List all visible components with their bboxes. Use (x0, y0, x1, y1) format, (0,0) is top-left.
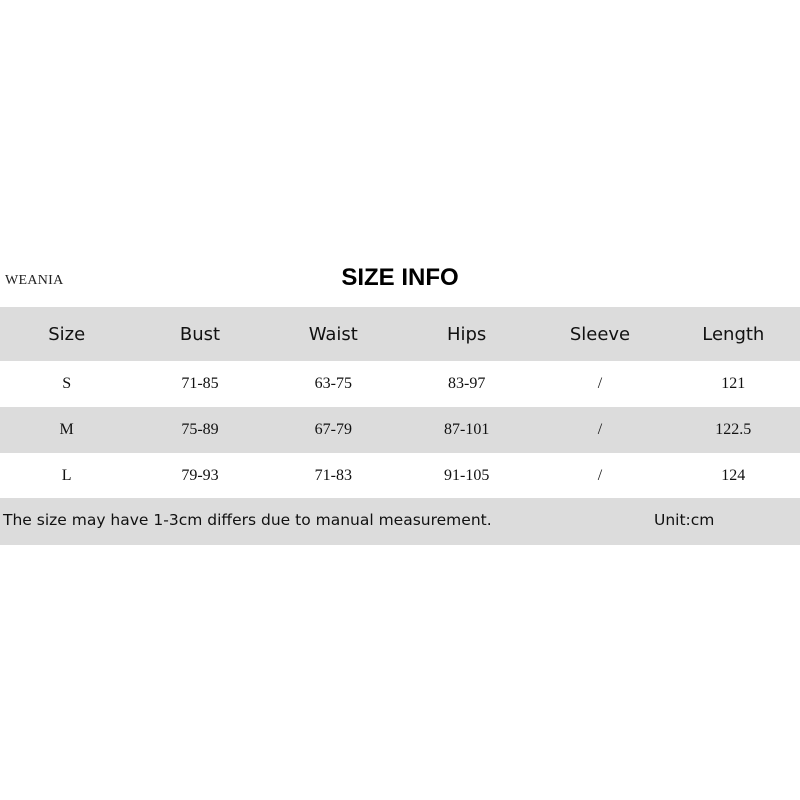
column-header-waist: Waist (308, 323, 358, 345)
table-row (0, 407, 800, 453)
column-header-hips: Hips (446, 323, 487, 345)
column-header-sleeve: Sleeve (569, 323, 631, 345)
cell-bust: 71-85 (181, 375, 219, 392)
cell-bust: 75-89 (181, 421, 219, 438)
cell-waist: 63-75 (314, 375, 352, 392)
page-title: SIZE INFO (341, 264, 459, 291)
table-header (0, 307, 800, 361)
table-row (0, 453, 800, 499)
measurement-note: The size may have 1-3cm differs due to manual measurement. (3, 511, 492, 529)
cell-hips: 91-105 (443, 467, 490, 484)
brand-logo: WEANIA (5, 273, 64, 288)
cell-size: L (61, 467, 72, 484)
cell-sleeve: / (597, 421, 603, 438)
column-header-length: Length (702, 323, 765, 345)
cell-hips: 87-101 (443, 421, 490, 438)
size-table (0, 307, 800, 499)
cell-sleeve: / (597, 375, 603, 392)
cell-length: 122.5 (715, 421, 752, 438)
cell-length: 121 (721, 375, 746, 392)
cell-size: M (59, 421, 74, 438)
footnote-bar (0, 498, 800, 545)
cell-bust: 79-93 (181, 467, 219, 484)
unit-label: Unit:cm (654, 511, 715, 529)
cell-sleeve: / (597, 467, 603, 484)
column-header-size: Size (48, 323, 86, 345)
cell-waist: 71-83 (314, 467, 352, 484)
cell-hips: 83-97 (447, 375, 486, 392)
cell-size: S (62, 375, 72, 392)
cell-waist: 67-79 (314, 421, 352, 438)
column-header-bust: Bust (179, 323, 221, 345)
cell-length: 124 (721, 467, 746, 484)
table-row (0, 361, 800, 407)
